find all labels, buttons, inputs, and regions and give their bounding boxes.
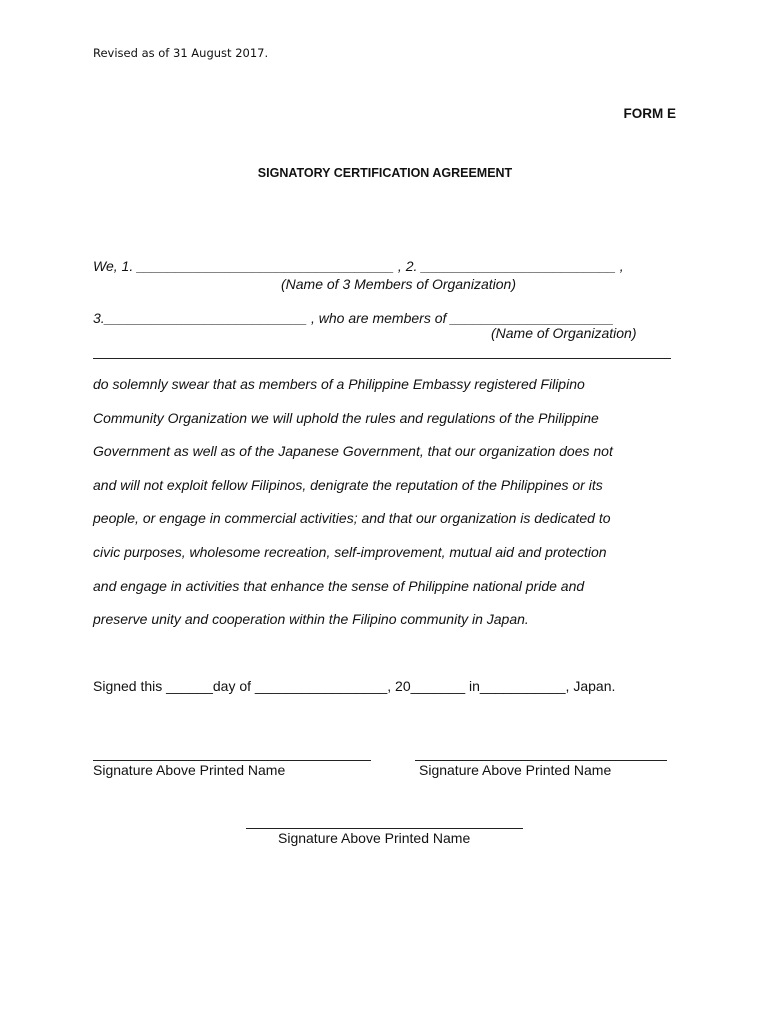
oath-line: do solemnly swear that as members of a Philippine Embassy registered Filipino — [93, 376, 585, 392]
signature-rule-2 — [415, 760, 667, 761]
document-title: SIGNATORY CERTIFICATION AGREEMENT — [257, 166, 513, 180]
oath-line: Community Organization we will uphold the rules and regulations of the Philippine — [93, 409, 599, 426]
form-label: FORM E — [623, 106, 676, 121]
oath-line: Government as well as of the Japanese Government, that our organization does not — [93, 443, 613, 460]
oath-line: people, or engage in commercial activities; and that our organization is dedicated to — [93, 510, 611, 527]
signature-label-1: Signature Above Printed Name — [93, 762, 286, 778]
signature-label-3: Signature Above Printed Name — [278, 830, 471, 846]
members-line-3: 3.__________________________ , who are members of _____________________ — [93, 310, 614, 326]
signature-rule-3 — [246, 828, 523, 829]
signed-date-line: Signed this ______day of _________________, 20_______ in___________, Japan. — [93, 678, 616, 694]
oath-line: and engage in activities that enhance the sense of Philippine national pride and — [93, 577, 585, 594]
oath-paragraph — [93, 371, 693, 640]
oath-line: preserve unity and cooperation within the Filipino community in Japan. — [93, 611, 529, 628]
members-line-1: We, 1. _________________________________ , 2. _________________________ , — [93, 258, 624, 274]
members-caption: (Name of 3 Members of Organization) — [281, 276, 516, 292]
organization-name-rule — [93, 358, 671, 359]
oath-line: and will not exploit fellow Filipinos, denigrate the reputation of the Philippines or its — [93, 476, 603, 493]
oath-line: civic purposes, wholesome recreation, self-improvement, mutual aid and protection — [93, 543, 607, 560]
organization-caption: (Name of Organization) — [491, 325, 637, 341]
signature-rule-1 — [93, 760, 371, 761]
revision-note: Revised as of 31 August 2017. — [93, 46, 269, 60]
signature-label-2: Signature Above Printed Name — [419, 762, 612, 778]
